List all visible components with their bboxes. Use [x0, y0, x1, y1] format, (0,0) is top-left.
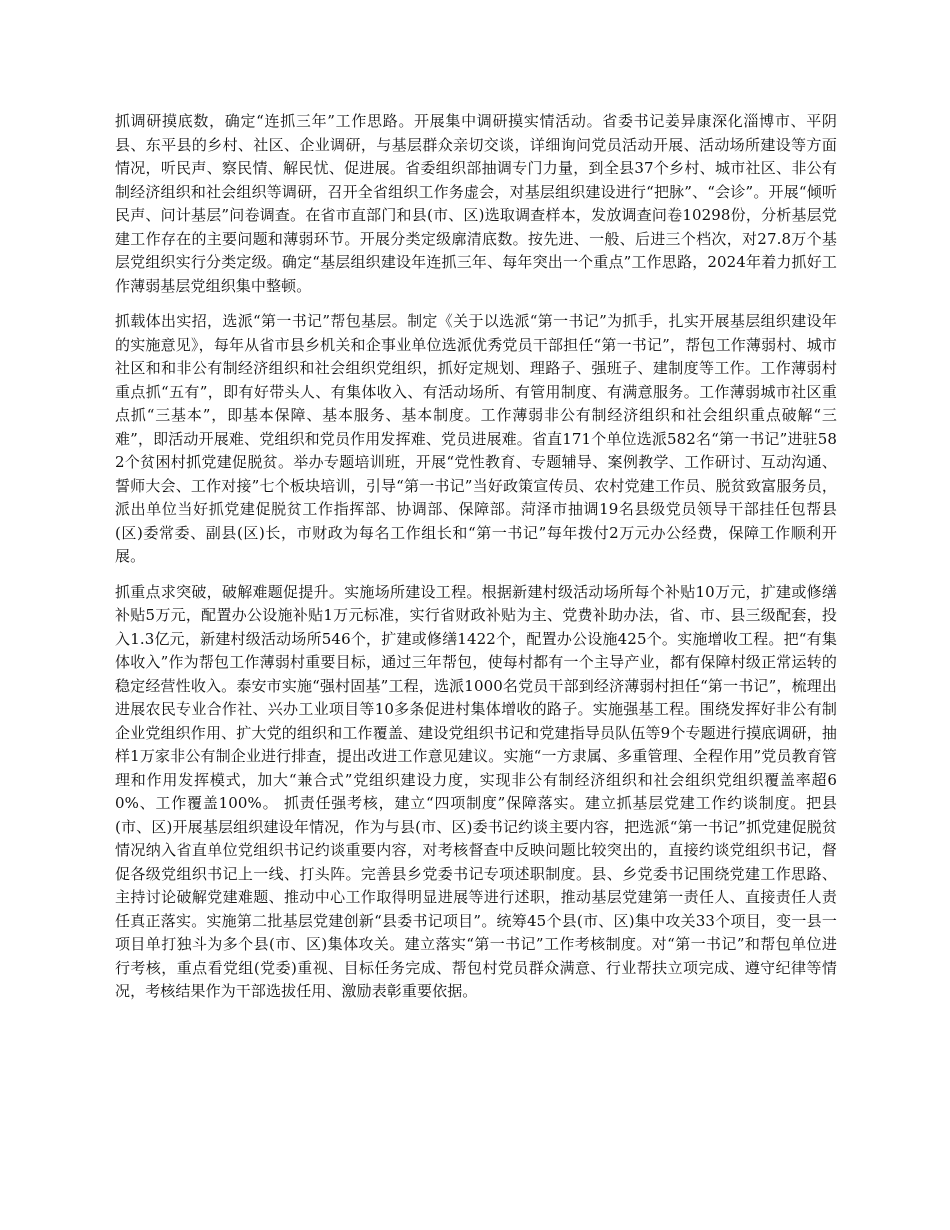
- document-body: [115, 110, 837, 1016]
- paragraph-key-breakthrough: 抓重点求突破，破解难题促提升。实施场所建设工程。根据新建村级活动场所每个补贴10万元，扩建或修缮补贴5万元，配置办公设施补贴1万元标准，实行省财政补贴为主、党费补助办法，省、市、县三级配套，投入1.3亿元，新建村级活动场所546个，扩建或修缮1422个，配置办公设施425个。实施增收工程。把“有集体收入”作为帮包工作薄弱村重要目标，通过三年帮包，使每村都有一个主导产业，都有保障村级正常运转的稳定经营性收入。泰安市实施“强村固基”工程，选派1000名党员干部到经济薄弱村担任“第一书记”，梳理出进展农民专业合作社、兴办工业项目等10多条促进村集体增收的路子。实施强基工程。围绕发挥好非公有制企业党组织作用、扩大党的组织和工作覆盖、建设党组织书记和党建指导员队伍等9个专题进行摸底调研，抽样1万家非公有制企业进行排查，提出改进工作意见建议。实施“一方隶属、多重管理、全程作用”党员教育管理和作用发挥模式，加大“兼合式”党组织建设力度，实现非公有制经济组织和社会组织党组织覆盖率超60%、工作覆盖100%。 抓责任强考核，建立“四项制度”保障落实。建立抓基层党建工作约谈制度。把县(市、区)开展基层组织建设年情况，作为与县(市、区)委书记约谈主要内容，把选派“第一书记”抓党建促脱贫情况纳入省直单位党组织书记约谈重要内容，对考核督查中反映问题比较突出的，直接约谈党组织书记，督促各级党组织书记上一线、打头阵。完善县乡党委书记专项述职制度。县、乡党委书记围绕党建工作思路、主持讨论破解党建难题、推动中心工作取得明显进展等进行述职，推动基层党建第一责任人、直接责任人责任真正落实。实施第二批基层党建创新“县委书记项目”。统筹45个县(市、区)集中攻关33个项目，变一县一项目单打独斗为多个县(市、区)集体攻关。建立落实“第一书记”工作考核制度。对“第一书记”和帮包单位进行考核，重点看党组(党委)重视、目标任务完成、帮包村党员群众满意、行业帮扶立项完成、遵守纪律等情况，考核结果作为干部选拔任用、激励表彰重要依据。: [115, 582, 837, 1000]
- paragraph-first-secretary: 抓载体出实招，选派“第一书记”帮包基层。制定《关于以选派“第一书记”为抓手，扎实开展基层组织建设年的实施意见》，每年从省市县乡机关和企事业单位选派优秀党员干部担任“第一书记”，帮包工作薄弱村、城市社区和和非公有制经济组织和社会组织党组织，抓好定规划、理路子、强班子、建制度等工作。工作薄弱村重点抓“五有”，即有好带头人、有集体收入、有活动场所、有管用制度、有满意服务。工作薄弱城市社区重点抓“三基本”，即基本保障、基本服务、基本制度。工作薄弱非公有制经济组织和社会组织重点破解“三难”，即活动开展难、党组织和党员作用发挥难、党员进展难。省直171个单位选派582名“第一书记”进驻582个贫困村抓党建促脱贫。举办专题培训班，开展“党性教育、专题辅导、案例教学、工作研讨、互动沟通、誓师大会、工作对接”七个板块培训，引导“第一书记”当好政策宣传员、农村党建工作员、脱贫致富服务员，派出单位当好抓党建促脱贫工作指挥部、协调部、保障部。菏泽市抽调19名县级党员领导干部挂任包帮县(区)委常委、副县(区)长，市财政为每名工作组长和“第一书记”每年拨付2万元办公经费，保障工作顺利开展。: [115, 312, 837, 565]
- paragraph-research: 抓调研摸底数，确定“连抓三年”工作思路。开展集中调研摸实情活动。省委书记姜异康深化淄博市、平阴县、东平县的乡村、社区、企业调研，与基层群众亲切交谈，详细询问党员活动开展、活动场所建设等方面情况，听民声、察民情、解民忧、促进展。省委组织部抽调专门力量，到全县37个乡村、城市社区、非公有制经济组织和社会组织等调研，召开全省组织工作务虚会，对基层组织建设进行“把脉”、“会诊”。开展“倾听民声、问计基层”问卷调查。在省市直部门和县(市、区)选取调查样本，发放调查问卷10298份，分析基层党建工作存在的主要问题和薄弱环节。开展分类定级廓清底数。按先进、一般、后进三个档次，对27.8万个基层党组织实行分类定级。确定“基层组织建设年连抓三年、每年突出一个重点”工作思路，2024年着力抓好工作薄弱基层党组织集中整顿。: [115, 112, 837, 295]
